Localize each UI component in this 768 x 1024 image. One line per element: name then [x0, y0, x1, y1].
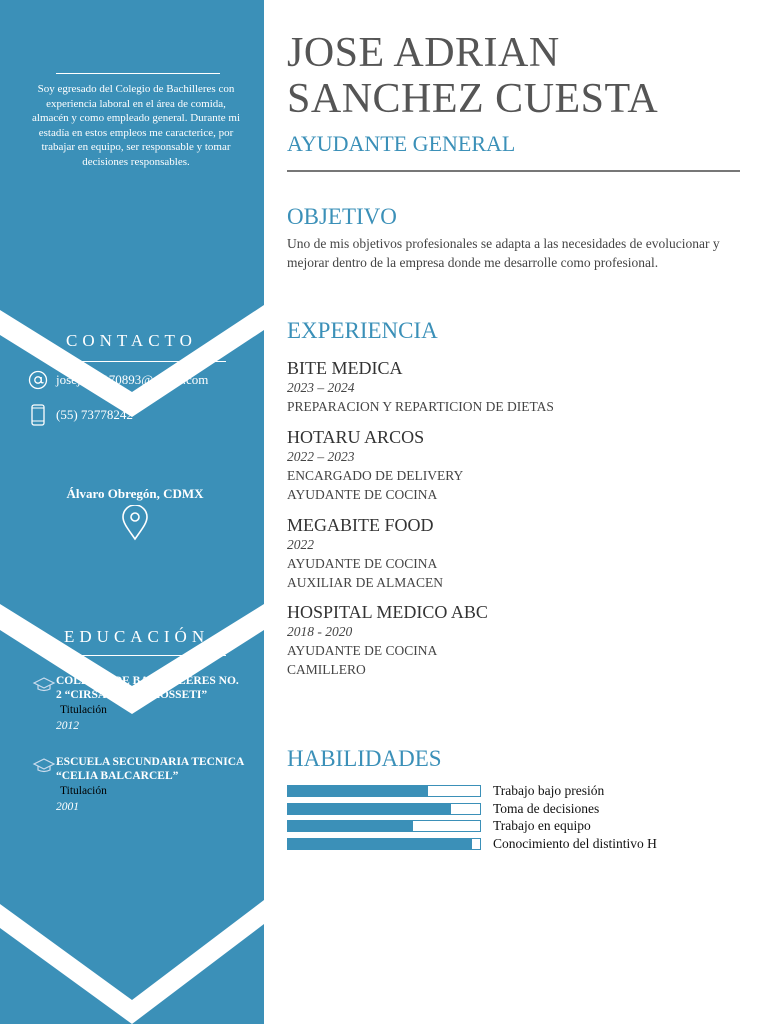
at-icon — [28, 370, 48, 390]
company-name: MEGABITE FOOD — [287, 515, 434, 535]
graduation-cap-icon — [32, 757, 56, 780]
sidebar — [0, 0, 264, 1024]
skill-bar — [287, 820, 481, 832]
job-title: AYUDANTE GENERAL — [287, 131, 516, 156]
email-row — [28, 370, 208, 390]
skill-label: Conocimiento del distintivo H — [493, 836, 657, 851]
email-text[interactable]: josejamz170893@gmail.com — [56, 372, 209, 387]
map-pin-icon — [120, 505, 150, 546]
objective-heading: OBJETIVO — [287, 204, 397, 229]
skill-row — [287, 801, 599, 817]
skill-bar — [287, 803, 481, 815]
phone-text[interactable]: (55) 73778242 — [56, 407, 133, 422]
skill-row — [287, 836, 657, 852]
education-item — [56, 675, 246, 732]
experience-item — [287, 601, 727, 679]
degree-title: Titulación — [60, 704, 107, 716]
location-text: Álvaro Obregón, CDMX — [66, 486, 204, 501]
education-year: 2001 — [56, 801, 79, 813]
name-line-2: SANCHEZ CUESTA — [287, 76, 659, 122]
header-divider — [287, 170, 740, 172]
name-line-1: JOSE ADRIAN — [287, 30, 560, 76]
objective-text: Uno de mis objetivos profesionales se adapta a las necesidades de evolucionar y mejorar dentro de la empresa donde me desarrolle como profesional. — [287, 236, 720, 270]
skills-heading: HABILIDADES — [287, 746, 442, 771]
skill-bar — [287, 838, 481, 850]
skill-bar — [287, 785, 481, 797]
education-divider — [54, 655, 226, 656]
full-name — [287, 30, 658, 122]
degree-title: Titulación — [60, 785, 107, 797]
contact-divider — [56, 361, 226, 362]
skill-bar-fill — [288, 839, 472, 849]
company-name: HOTARU ARCOS — [287, 427, 425, 447]
experience-heading: EXPERIENCIA — [287, 318, 438, 343]
school-name: ESCUELA SECUNDARIA TECNICA “CELIA BALCARCEL” — [56, 756, 244, 782]
company-name: HOSPITAL MEDICO ABC — [287, 602, 488, 622]
experience-role: ENCARGADO DE DELIVERY — [287, 468, 464, 483]
skill-label: Toma de decisiones — [493, 801, 600, 816]
contact-title: CONTACTO — [66, 331, 197, 350]
experience-role: AYUDANTE DE COCINA — [287, 556, 438, 571]
experience-item — [287, 514, 727, 592]
experience-item — [287, 357, 727, 416]
company-name: BITE MEDICA — [287, 358, 403, 378]
experience-role: CAMILLERO — [287, 662, 366, 677]
about-text: Soy egresado del Colegio de Bachilleres con experiencia laboral en el área de comida, almacén y como empleado general. Durante mi estadía en estos empleos me caracterice, por trabajar en equipo, ser responsable y tomar decisiones responsables. — [32, 83, 240, 168]
experience-role: AYUDANTE DE COCINA — [287, 487, 438, 502]
phone-icon — [28, 404, 48, 426]
experience-role: AYUDANTE DE COCINA — [287, 643, 438, 658]
skill-label: Trabajo bajo presión — [493, 783, 605, 798]
experience-years: 2023 – 2024 — [287, 380, 355, 395]
education-year: 2012 — [56, 720, 79, 732]
experience-years: 2022 – 2023 — [287, 449, 355, 464]
school-name: COLEGIO DE BACHILLERES NO. 2 “CIRSA ACUÑA ROSSETI” — [56, 675, 239, 701]
skill-bar-fill — [288, 821, 413, 831]
education-item — [56, 756, 246, 813]
skill-row — [287, 783, 604, 799]
skill-label: Trabajo en equipo — [493, 818, 591, 833]
experience-item — [287, 426, 727, 504]
experience-years: 2018 - 2020 — [287, 624, 353, 639]
experience-role: PREPARACION Y REPARTICION DE DIETAS — [287, 399, 554, 414]
experience-years: 2022 — [287, 537, 314, 552]
graduation-cap-icon — [32, 676, 56, 699]
experience-role: AUXILIAR DE ALMACEN — [287, 575, 443, 590]
skill-bar-fill — [288, 804, 451, 814]
skill-row — [287, 818, 591, 834]
skill-bar-fill — [288, 786, 428, 796]
education-title: EDUCACIÓN — [64, 627, 210, 646]
phone-row — [28, 404, 133, 426]
about-divider — [56, 73, 220, 74]
